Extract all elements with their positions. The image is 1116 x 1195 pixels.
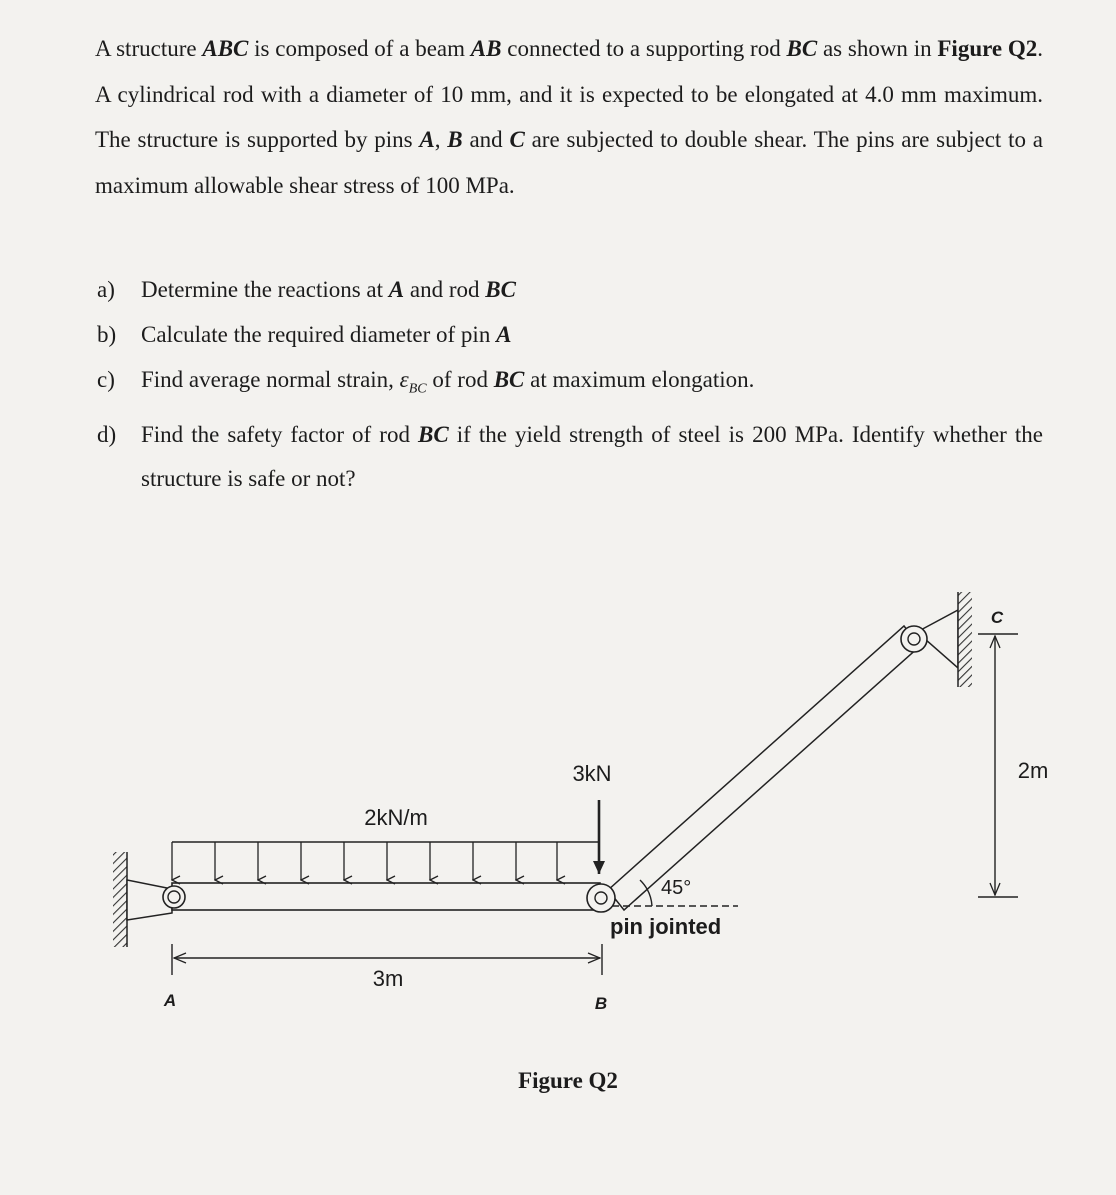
distributed-load-arrows [172, 842, 557, 880]
wall-a [113, 852, 127, 947]
strain-symbol: ε [399, 367, 409, 392]
label-a: A [163, 991, 177, 1010]
question-text: Calculate the required diameter of pin [141, 322, 497, 347]
angle-label: 45° [661, 877, 692, 899]
question-text: Find the safety factor of rod [141, 421, 419, 447]
pin-jointed-label: pin jointed [610, 914, 722, 939]
intro-text: A structure [95, 36, 203, 61]
var-bc: BC [493, 367, 525, 392]
pin-c [901, 626, 927, 652]
pin-b [587, 884, 615, 912]
var-bc: BC [485, 277, 516, 302]
question-label: b) [97, 322, 117, 347]
pin-a-label: A [419, 127, 435, 152]
var-a: A [388, 277, 405, 302]
strain-subscript: BC [408, 381, 427, 397]
pin-b-label: B [447, 127, 463, 152]
wall-c [958, 592, 972, 687]
question-text: Find average normal strain, [141, 367, 400, 392]
question-label: d) [97, 421, 117, 447]
question-list [95, 268, 1043, 501]
label-b: B [594, 994, 608, 1013]
var-bc: BC [418, 421, 449, 447]
question-d [95, 413, 1043, 501]
point-load-label: 3kN [572, 761, 612, 786]
question-label: c) [97, 367, 115, 392]
question-text: of rod [426, 367, 494, 392]
structure-diagram [0, 560, 1116, 1120]
intro-text: , [434, 127, 448, 152]
height-label: 2m [1017, 758, 1049, 783]
label-c: C [990, 608, 1004, 627]
question-text: and rod [404, 277, 486, 302]
intro-text: are subjected to double shear. The pins are subject to a maximum allowable shear stress of 100 MPa. [95, 127, 1043, 198]
intro-text: and [462, 127, 510, 152]
rod-bc [608, 626, 920, 910]
pin-a [163, 886, 185, 908]
figure-q2 [0, 560, 1116, 1125]
pin-c-label: C [509, 127, 525, 152]
intro-text: connected to a supporting rod [501, 36, 787, 61]
var-a: A [496, 322, 512, 347]
beam-ab [172, 883, 600, 910]
question-text: at maximum elongation. [524, 367, 755, 392]
question-a [95, 268, 1043, 312]
intro-text: . A cylindrical rod with a diameter of 10 mm, and it is expected to be elongated at 4.0 mm maximum. The structure is supported by pins [95, 36, 1044, 152]
question-b [95, 313, 1043, 357]
span-label: 3m [372, 966, 404, 991]
figure-caption: Figure Q2 [518, 1068, 618, 1093]
question-text: Determine the reactions at [141, 277, 389, 302]
question-label: a) [97, 277, 115, 302]
question-c [95, 358, 1043, 412]
beam-label: AB [470, 36, 502, 61]
intro-text: as shown in [817, 36, 932, 61]
problem-statement [95, 26, 1043, 208]
question-text: if the yield strength of steel is 200 MPa. Identify whether the structure is safe or not? [141, 421, 1043, 491]
distributed-load-label: 2kN/m [364, 805, 428, 830]
rod-label: BC [786, 36, 818, 61]
figure-reference: Figure Q2 [937, 36, 1038, 61]
intro-text: is composed of a beam [248, 36, 471, 61]
structure-label: ABC [202, 36, 249, 61]
